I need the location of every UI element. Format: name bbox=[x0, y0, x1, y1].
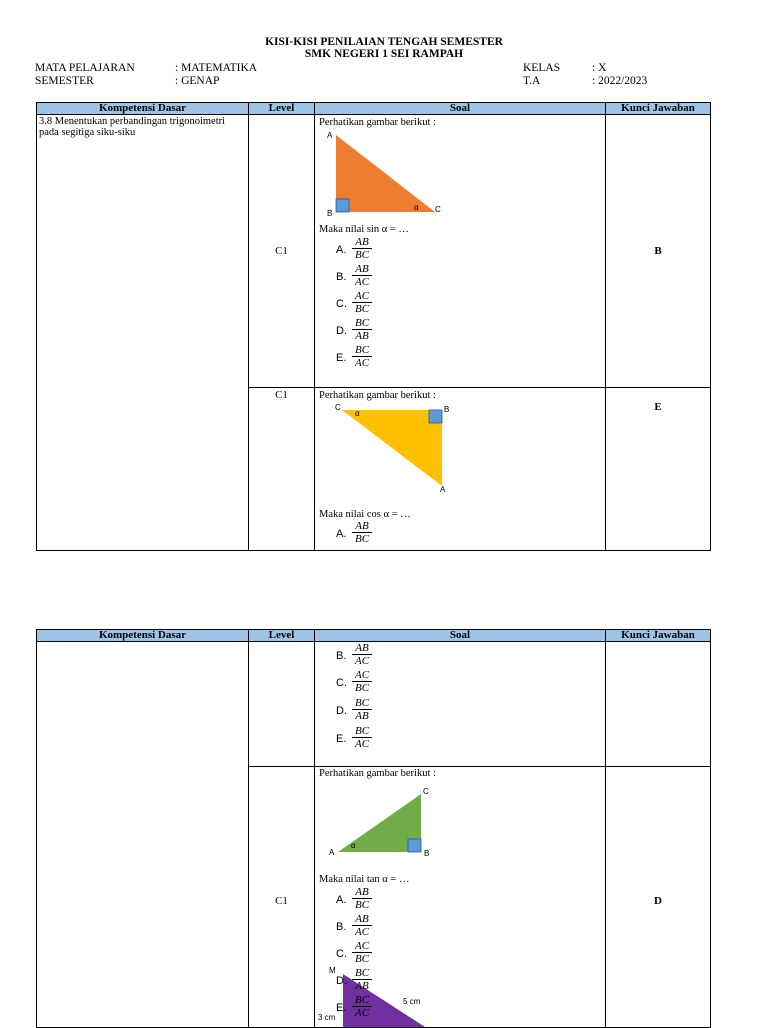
q2-intro: Perhatikan gambar berikut : bbox=[319, 390, 436, 401]
q2-vertex-b: B bbox=[444, 405, 450, 414]
soal-cell: Perhatikan gambar berikut : A B C α Maka nilai tan α = … A. $\frac{AB}{BC}$ B. $\frac{AB}{AC}$ C. $\frac{AC}{BC}$ D. $\frac{BC}{AB}$ E. $\frac{BC}{AC}$ M 3 cm 5 cm bbox=[315, 767, 606, 1028]
table-row bbox=[37, 115, 711, 388]
kisi-table-1 bbox=[36, 102, 711, 551]
level-cell bbox=[249, 115, 315, 388]
q1-key: B bbox=[654, 245, 662, 257]
q2-key: E bbox=[654, 401, 662, 413]
q3-right-angle bbox=[408, 839, 421, 852]
col-soal: Soal bbox=[315, 103, 606, 115]
col-soal: Soal bbox=[315, 630, 606, 642]
semester-label: SEMESTER bbox=[35, 75, 94, 87]
q1-right-angle bbox=[336, 199, 349, 212]
col-kd: Kompetensi Dasar bbox=[37, 630, 249, 642]
level-cell bbox=[249, 642, 315, 767]
col-level: Level bbox=[249, 630, 315, 642]
q2-vertex-a: A bbox=[440, 485, 446, 494]
q3-vertex-b: B bbox=[424, 849, 430, 858]
q3-key: D bbox=[654, 895, 662, 907]
q3-alpha: α bbox=[351, 841, 356, 850]
soal-cell: B. $\frac{AB}{AC}$ C. $\frac{AC}{BC}$ D. $\frac{BC}{AB}$ E. $\frac{BC}{AC}$ bbox=[315, 642, 606, 767]
q4-side-hyp: 5 cm bbox=[403, 997, 421, 1006]
q4-vertex-m: M bbox=[329, 966, 336, 975]
q2-question: Maka nilai cos α = … bbox=[319, 509, 411, 520]
q1-triangle bbox=[315, 115, 606, 225]
col-kunci: Kunci Jawaban bbox=[606, 630, 711, 642]
col-kunci: Kunci Jawaban bbox=[606, 103, 711, 115]
q2-triangle-shape bbox=[342, 410, 442, 486]
q3-question: Maka nilai tan α = … bbox=[319, 874, 410, 885]
q1-vertex-b: B bbox=[327, 209, 333, 218]
kd-cell bbox=[37, 115, 249, 551]
q1-vertex-c: C bbox=[435, 205, 441, 214]
q3-vertex-a: A bbox=[329, 848, 335, 857]
q2-right-angle bbox=[429, 410, 442, 423]
q1-alpha: α bbox=[414, 203, 419, 212]
q3-vertex-c: C bbox=[423, 787, 429, 796]
q4-side-left: 3 cm bbox=[318, 1013, 336, 1022]
kelas-label: KELAS bbox=[523, 62, 561, 74]
soal-cell: Perhatikan gambar berikut : C B A α Maka nilai cos α = … A. $\frac{AB}{BC}$ bbox=[315, 388, 606, 551]
q2-alpha: α bbox=[355, 409, 360, 418]
q2-level: C1 bbox=[275, 389, 288, 401]
q1-intro: Perhatikan gambar berikut : bbox=[319, 117, 436, 128]
q1-level: C1 bbox=[275, 245, 288, 257]
col-level: Level bbox=[249, 103, 315, 115]
q1-vertex-a: A bbox=[327, 131, 333, 140]
mapel-label: MATA PELAJARAN bbox=[35, 62, 135, 74]
mapel-value: : MATEMATIKA bbox=[175, 62, 258, 74]
school-name: SMK NEGERI 1 SEI RAMPAH bbox=[304, 48, 464, 60]
soal-cell: Perhatikan gambar berikut : A B C α Maka nilai sin α = … A. $\frac{AB}{BC}$ B. $\frac{AB}{AC}$ C. $\frac{AC}{BC}$ D. $\frac{BC}{AB}$ E. $\frac{BC}{AC}$ bbox=[315, 115, 606, 388]
semester-value: : GENAP bbox=[175, 75, 220, 87]
q3-intro: Perhatikan gambar berikut : bbox=[319, 768, 436, 779]
level-cell bbox=[249, 388, 315, 551]
kd-cell bbox=[37, 642, 249, 1028]
q2-vertex-c: C bbox=[335, 403, 341, 412]
q3-level: C1 bbox=[275, 895, 288, 907]
ta-value: : 2022/2023 bbox=[592, 75, 648, 87]
kunci-cell bbox=[606, 115, 711, 388]
ta-label: T.A bbox=[523, 75, 541, 87]
kunci-cell bbox=[606, 767, 711, 1028]
q1-triangle-shape bbox=[336, 135, 435, 212]
doc-title: KISI-KISI PENILAIAN TENGAH SEMESTER bbox=[265, 36, 503, 48]
kisi-table-2 bbox=[36, 629, 711, 1028]
kunci-cell bbox=[606, 388, 711, 551]
kunci-cell bbox=[606, 642, 711, 767]
kd-text: 3.8 Menentukan perbandingan trigonoimetri pada segitiga siku-siku bbox=[39, 116, 226, 138]
table-row bbox=[37, 642, 711, 767]
q1-question: Maka nilai sin α = … bbox=[319, 224, 409, 235]
kelas-value: : X bbox=[592, 62, 607, 74]
col-kd: Kompetensi Dasar bbox=[37, 103, 249, 115]
level-cell bbox=[249, 767, 315, 1028]
q2-triangle bbox=[315, 388, 606, 498]
